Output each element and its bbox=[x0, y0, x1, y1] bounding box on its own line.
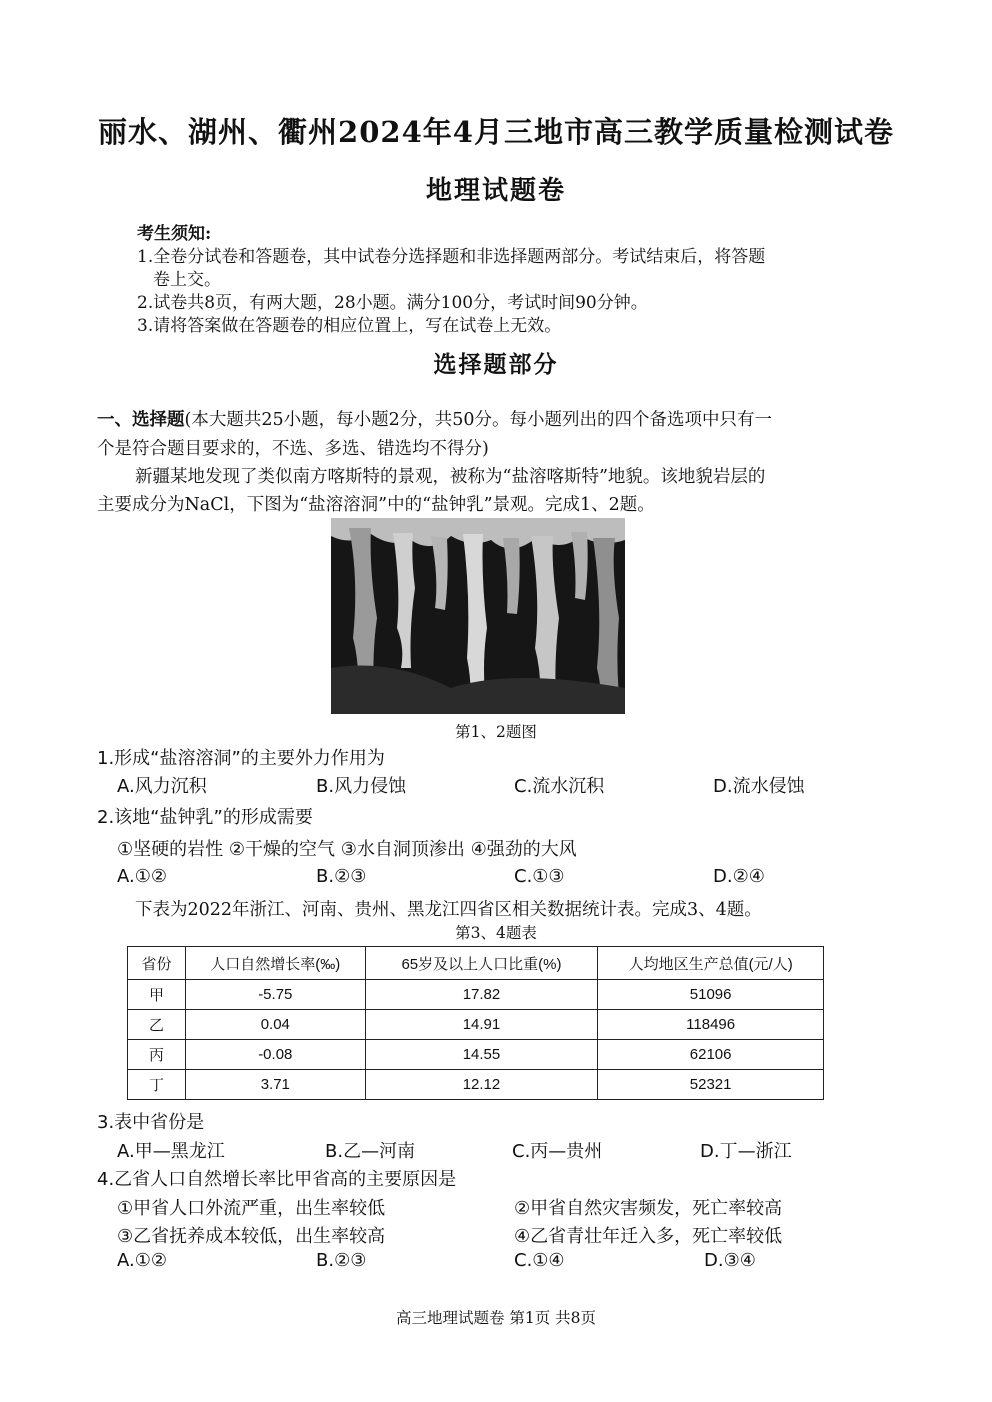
table-row bbox=[128, 1010, 824, 1040]
q2-option-b[interactable]: B.②③ bbox=[316, 866, 367, 887]
q1-option-b[interactable]: B.风力侵蚀 bbox=[316, 776, 407, 797]
passage2-line-1: 下表为2022年浙江、河南、贵州、黑龙江四省区相关数据统计表。完成3、4题。 bbox=[135, 900, 762, 920]
q4-option-c[interactable]: C.①④ bbox=[514, 1250, 565, 1271]
q1-option-c[interactable]: C.流水沉积 bbox=[514, 776, 605, 797]
q1-option-d[interactable]: D.流水侵蚀 bbox=[713, 776, 805, 797]
table-cell: 14.55 bbox=[365, 1040, 598, 1070]
q3-option-b[interactable]: B.乙—河南 bbox=[325, 1141, 416, 1162]
q4-option-a[interactable]: A.①② bbox=[117, 1250, 167, 1271]
table-cell: 0.04 bbox=[185, 1010, 365, 1040]
table-cell: 乙 bbox=[128, 1010, 186, 1040]
page-footer: 高三地理试题卷 第1页 共8页 bbox=[395, 1309, 597, 1327]
exam-title: 丽水、湖州、衢州2024年4月三地市高三教学质量检测试卷 bbox=[98, 115, 894, 149]
q4-item-3: ③乙省抚养成本较低，出生率较高 bbox=[117, 1226, 386, 1247]
table-cell: 118496 bbox=[598, 1010, 824, 1040]
table-cell: 51096 bbox=[598, 980, 824, 1010]
notice-line-3: 3.请将答案做在答题卷的相应位置上，写在试卷上无效。 bbox=[137, 316, 562, 336]
table-cell: -5.75 bbox=[185, 980, 365, 1010]
notice-line-1b: 卷上交。 bbox=[153, 270, 221, 290]
table-cell: 14.91 bbox=[365, 1010, 598, 1040]
q2-option-a[interactable]: A.①② bbox=[117, 866, 167, 887]
part1-intro-line-1 bbox=[97, 406, 772, 431]
q2-items: ①坚硬的岩性 ②干燥的空气 ③水自洞顶渗出 ④强劲的大风 bbox=[117, 839, 577, 860]
q2-option-c[interactable]: C.①③ bbox=[514, 866, 565, 887]
q1-option-a[interactable]: A.风力沉积 bbox=[117, 776, 207, 797]
table-header-cell: 人口自然增长率(‰) bbox=[185, 947, 365, 980]
salt-stalactite-photo bbox=[331, 518, 625, 714]
q1-stem: 1.形成“盐溶溶洞”的主要外力作用为 bbox=[97, 748, 385, 769]
table-header-cell: 省份 bbox=[128, 947, 186, 980]
notice-line-2: 2.试卷共8页，有两大题，28小题。满分100分，考试时间90分钟。 bbox=[137, 293, 648, 313]
q3-stem: 3.表中省份是 bbox=[97, 1112, 205, 1133]
q2-option-d[interactable]: D.②④ bbox=[713, 866, 765, 887]
exam-subtitle: 地理试题卷 bbox=[425, 176, 566, 206]
table-header-row bbox=[128, 947, 824, 980]
q4-item-4: ④乙省青壮年迁入多，死亡率较低 bbox=[514, 1226, 783, 1247]
table-row bbox=[128, 1040, 824, 1070]
data-table bbox=[127, 946, 824, 1100]
q4-option-d[interactable]: D.③④ bbox=[704, 1250, 756, 1271]
part1-label: 一、选择题 bbox=[97, 410, 185, 430]
section-title: 选择题部分 bbox=[433, 351, 559, 378]
notice-line-1: 1.全卷分试卷和答题卷，其中试卷分选择题和非选择题两部分。考试结束后，将答题 bbox=[137, 247, 766, 267]
table-cell: 丙 bbox=[128, 1040, 186, 1070]
table-cell: 62106 bbox=[598, 1040, 824, 1070]
q2-stem: 2.该地“盐钟乳”的形成需要 bbox=[97, 807, 313, 828]
figure-caption: 第1、2题图 bbox=[455, 723, 537, 741]
table-cell: -0.08 bbox=[185, 1040, 365, 1070]
q4-stem: 4.乙省人口自然增长率比甲省高的主要原因是 bbox=[97, 1169, 457, 1190]
table-cell: 丁 bbox=[128, 1070, 186, 1100]
table-row bbox=[128, 1070, 824, 1100]
q4-item-2: ②甲省自然灾害频发，死亡率较高 bbox=[514, 1198, 783, 1219]
q3-option-a[interactable]: A.甲—黑龙江 bbox=[117, 1141, 225, 1162]
table-row bbox=[128, 980, 824, 1010]
table-cell: 12.12 bbox=[365, 1070, 598, 1100]
passage1-line-1: 新疆某地发现了类似南方喀斯特的景观，被称为“盐溶喀斯特”地貌。该地貌岩层的 bbox=[135, 467, 766, 487]
table-header-cell: 人均地区生产总值(元/人) bbox=[598, 947, 824, 980]
part1-intro-line-2: 个是符合题目要求的，不选、多选、错选均不得分) bbox=[97, 439, 489, 459]
q3-option-d[interactable]: D.丁—浙江 bbox=[700, 1141, 792, 1162]
part1-intro-a: (本大题共25小题，每小题2分，共50分。每小题列出的四个备选项中只有一 bbox=[184, 410, 772, 430]
q4-option-b[interactable]: B.②③ bbox=[316, 1250, 367, 1271]
passage1-line-2: 主要成分为NaCl，下图为“盐溶溶洞”中的“盐钟乳”景观。完成1、2题。 bbox=[97, 495, 655, 515]
table-cell: 52321 bbox=[598, 1070, 824, 1100]
q4-item-1: ①甲省人口外流严重，出生率较低 bbox=[117, 1198, 386, 1219]
notice-heading: 考生须知: bbox=[137, 224, 212, 244]
table-cell: 17.82 bbox=[365, 980, 598, 1010]
table-cell: 3.71 bbox=[185, 1070, 365, 1100]
table-header-cell: 65岁及以上人口比重(%) bbox=[365, 947, 598, 980]
table-caption: 第3、4题表 bbox=[455, 924, 537, 942]
table-cell: 甲 bbox=[128, 980, 186, 1010]
q3-option-c[interactable]: C.丙—贵州 bbox=[512, 1141, 603, 1162]
